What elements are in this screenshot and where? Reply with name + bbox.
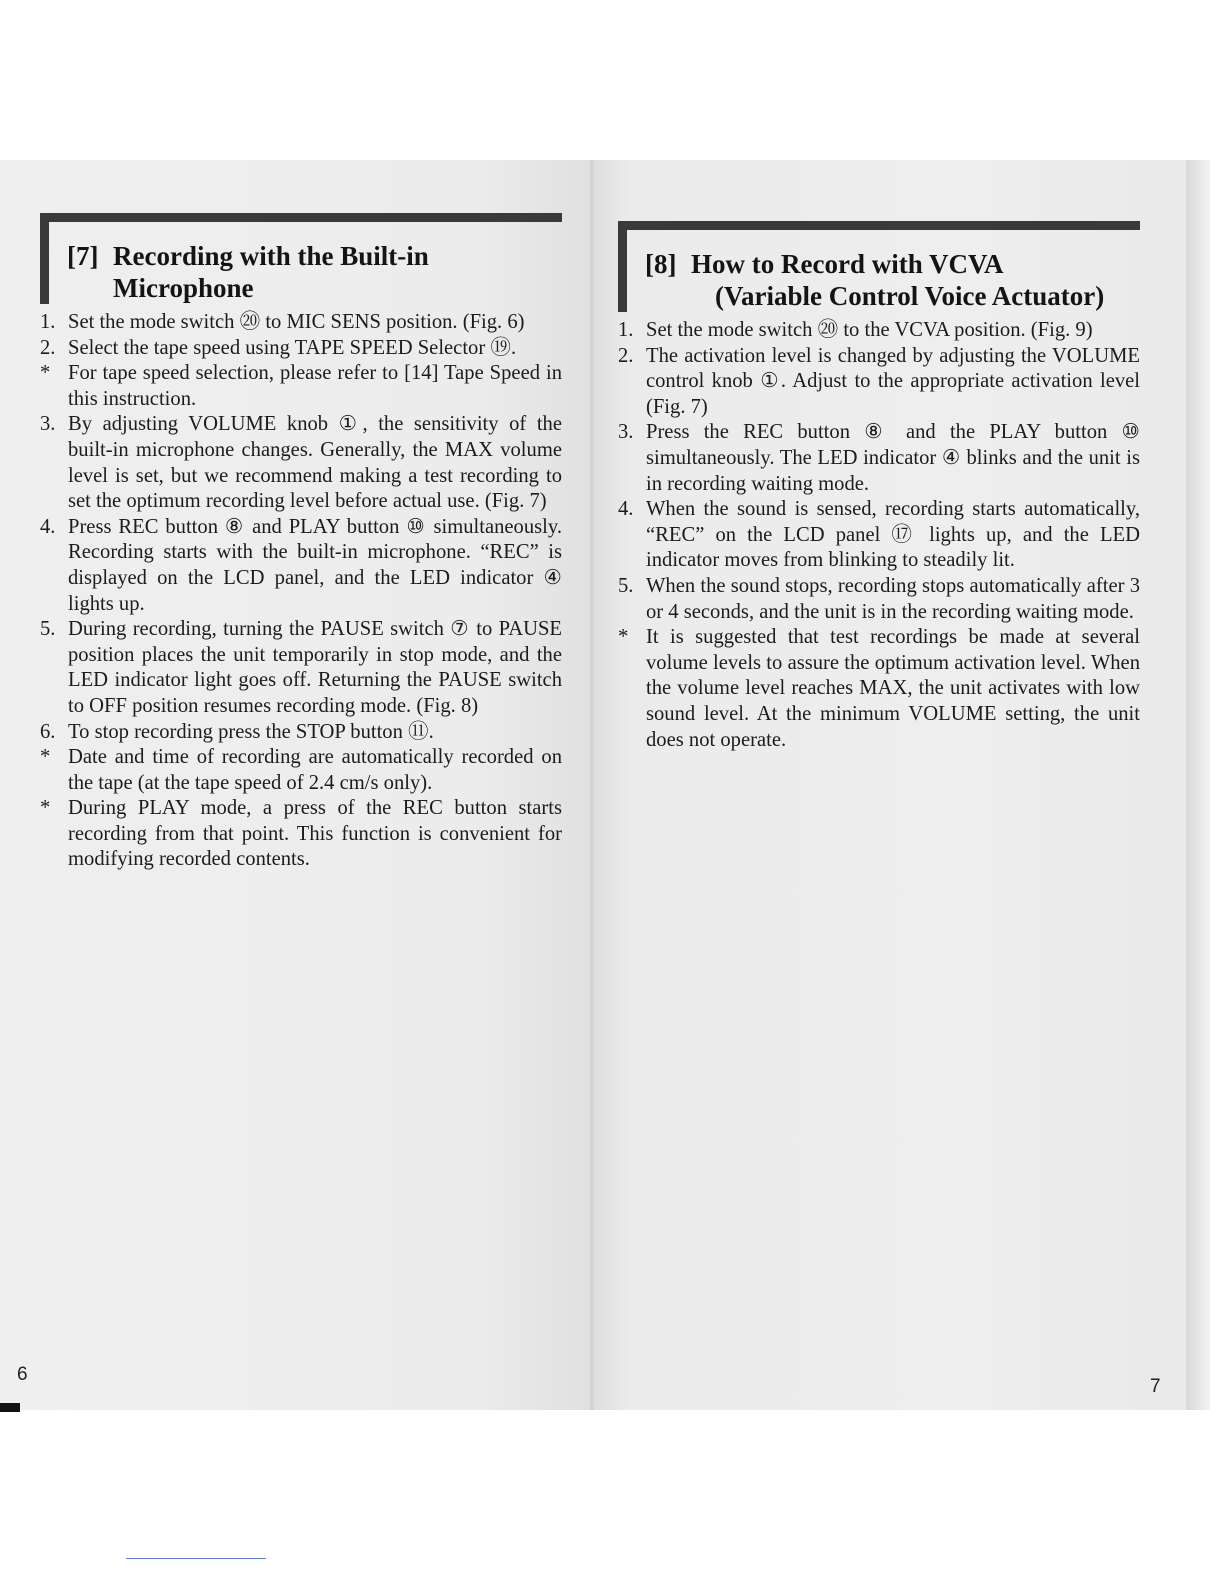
item-text: Select the tape speed using TAPE SPEED Selector ⑲. — [68, 336, 517, 359]
section-7-heading — [40, 213, 562, 304]
item-marker: 3. — [618, 421, 634, 444]
item-marker: 4. — [40, 515, 56, 538]
item-marker: 2. — [40, 336, 56, 359]
list-item — [40, 310, 562, 336]
list-item — [618, 574, 1140, 625]
item-text: For tape speed selection, please refer to [14] Tape Speed in this instruction. — [68, 362, 562, 410]
item-text: During recording, turning the PAUSE switch ⑦ to PAUSE position places the unit temporarily in stop mode, and the LED indicator light goes off. Returning the PAUSE switch to OFF position resumes recording mode. (Fig. 8) — [68, 618, 562, 717]
section-8-title — [645, 248, 1140, 312]
item-text: Date and time of recording are automatically recorded on the tape (at the tape speed of 2.4 cm/s only). — [68, 746, 562, 794]
item-text: Press REC button ⑧ and PLAY button ⑩ simultaneously. Recording starts with the built-in microphone. “REC” is displayed on the LCD panel, and the LED indicator ④ lights up. — [68, 515, 562, 615]
section-8-number: [8] — [645, 249, 677, 279]
book-spine — [589, 160, 595, 1410]
section-8-title-line2: (Variable Control Voice Actuator) — [715, 281, 1105, 311]
section-7-number: [7] — [67, 241, 99, 271]
right-page-edge — [1186, 160, 1210, 1410]
item-marker: * — [618, 626, 629, 649]
section-7-recording-builtin-mic — [40, 213, 562, 873]
list-item — [618, 497, 1140, 574]
item-text: Set the mode switch ⑳ to MIC SENS position. (Fig. 6) — [68, 311, 525, 333]
item-marker: 1. — [40, 311, 56, 333]
section-8-title-line1: How to Record with VCVA — [691, 249, 1004, 279]
section-8-heading — [618, 221, 1140, 312]
item-marker: 5. — [618, 574, 634, 597]
scan-underline — [126, 1558, 266, 1559]
item-text: Set the mode switch ⑳ to the VCVA position. (Fig. 9) — [646, 319, 1093, 341]
item-marker: 2. — [618, 344, 634, 367]
page-number-right: 7 — [1150, 1376, 1161, 1397]
list-item — [40, 720, 562, 746]
note-item — [40, 796, 562, 873]
item-marker: 4. — [618, 498, 634, 521]
item-marker: 3. — [40, 413, 56, 436]
scan-corner-mark — [0, 1403, 20, 1412]
item-marker: 5. — [40, 618, 56, 641]
note-item — [618, 625, 1140, 753]
section-7-title — [67, 240, 562, 304]
item-marker: * — [40, 362, 51, 385]
page-number-left: 6 — [17, 1364, 28, 1385]
list-item — [618, 344, 1140, 421]
item-text: The activation level is changed by adjusting the VOLUME control knob ①. Adjust to the appropriate activation level (Fig. 7) — [646, 344, 1140, 418]
section-8-list — [618, 318, 1140, 753]
item-text: When the sound is sensed, recording starts automatically, “REC” on the LCD panel ⑰ lights up, and the LED indicator moves from blinking to steadily lit. — [646, 498, 1140, 572]
item-text: Press the REC button ⑧ and the PLAY button ⑩ simultaneously. The LED indicator ④ blinks and the unit is in recording waiting mode. — [646, 421, 1140, 495]
item-text: It is suggested that test recordings be made at several volume levels to assure the optimum activation level. When the volume level reaches MAX, the unit activates with low sound level. At the minimum VOLUME setting, the unit does not operate. — [646, 626, 1140, 751]
section-7-title-line1: Recording with the Built-in — [113, 241, 429, 271]
item-marker: 6. — [40, 720, 56, 743]
section-7-list — [40, 310, 562, 873]
list-item — [40, 412, 562, 514]
item-text: During PLAY mode, a press of the REC button starts recording from that point. This function is convenient for modifying recorded contents. — [68, 797, 562, 871]
list-item — [40, 336, 562, 362]
list-item — [618, 318, 1140, 344]
item-marker: 1. — [618, 319, 634, 341]
list-item — [40, 515, 562, 617]
note-item — [40, 745, 562, 796]
item-text: By adjusting VOLUME knob ①, the sensitivity of the built-in microphone changes. Generally, the MAX volume level is set, but we recommend making a test recording to set the optimum recording level before actual use. (Fig. 7) — [68, 413, 562, 513]
section-7-title-line2: Microphone — [113, 273, 254, 303]
note-item — [40, 361, 562, 412]
item-marker: * — [40, 746, 51, 769]
section-8-record-with-vcva — [618, 221, 1140, 753]
item-text: When the sound stops, recording stops automatically after 3 or 4 seconds, and the unit is in the recording waiting mode. — [646, 574, 1140, 623]
list-item — [40, 617, 562, 719]
list-item — [618, 420, 1140, 497]
item-marker: * — [40, 797, 51, 820]
item-text: To stop recording press the STOP button ⑪. — [68, 720, 434, 743]
